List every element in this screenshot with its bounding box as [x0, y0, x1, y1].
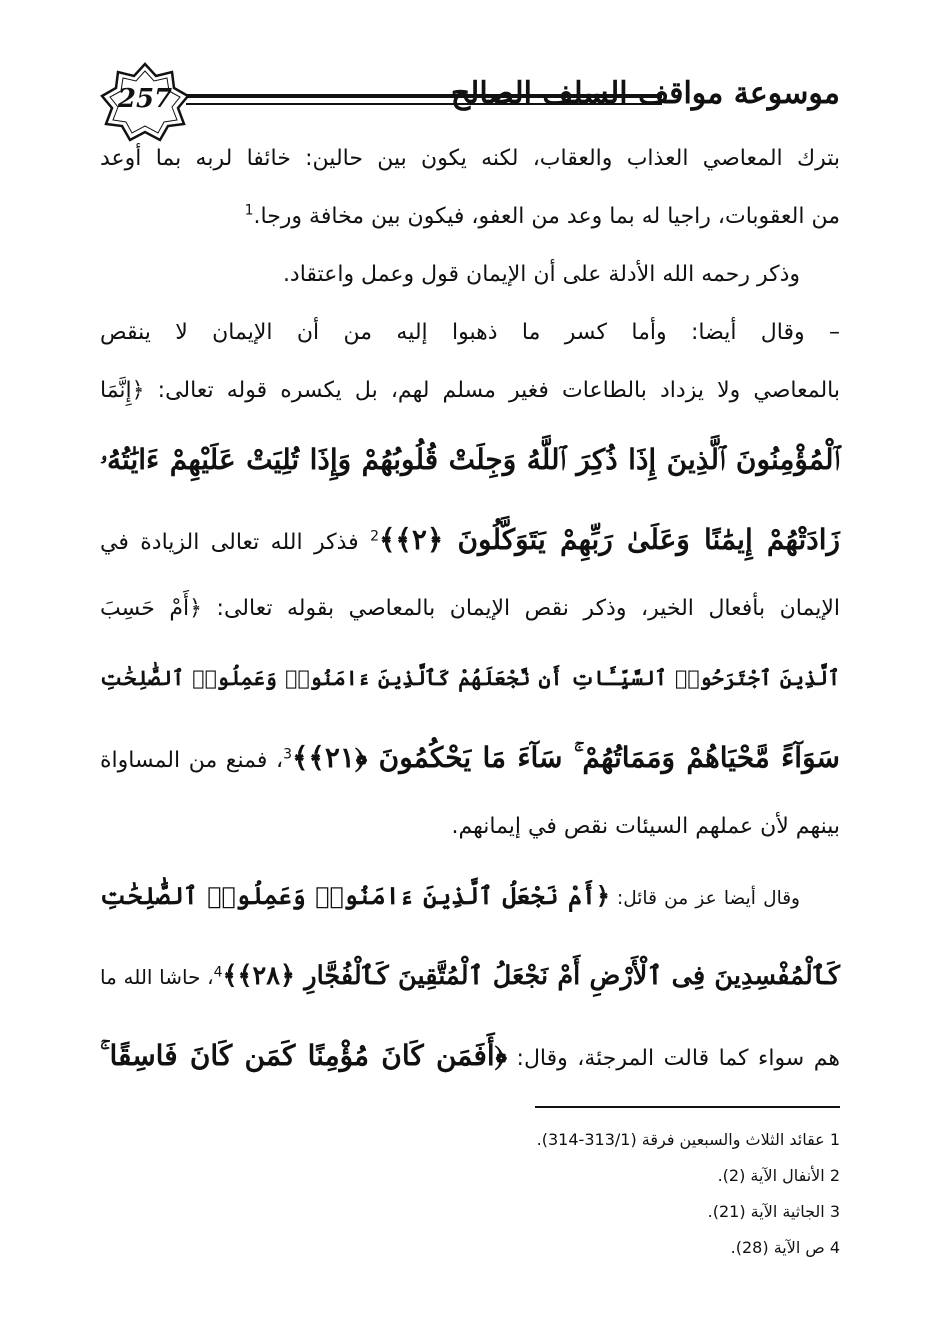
quran-span: ﴿أَفَمَن كَانَ مُؤْمِنًا كَمَن كَانَ فَاسِقًا ۚ: [100, 1039, 508, 1072]
quran-span: سَوَآءً مَّحْيَاهُمْ وَمَمَاتُهُمْ ۚ سَآءَ مَا يَحْكُمُونَ ﴿٢١﴾﴾: [292, 741, 840, 774]
quran-line: ٱلْمُؤْمِنُونَ ٱلَّذِينَ إِذَا ذُكِرَ ٱللَّهُ وَجِلَتْ قُلُوبُهُمْ وَإِذَا تُلِيَتْ عَلَيْهِمْ ءَايَٰتُهُۥ: [100, 443, 840, 476]
text-span: ، فمنع من المساواة: [100, 748, 284, 773]
quran-span: كَٱلْمُفْسِدِينَ فِى ٱلْأَرْضِ أَمْ نَجْعَلُ ٱلْمُتَّقِينَ كَٱلْفُجَّارِ ﴿٢٨﴾﴾: [222, 961, 841, 991]
text-line: بالمعاصي ولا يزداد بالطاعات فغير مسلم لهم، بل يكسره قوله تعالى: ﴿إِنَّمَا: [100, 378, 840, 403]
footnote: 2 الأنفال الآية (2).: [717, 1166, 840, 1185]
text-line: [100, 1026, 840, 1086]
text-span: وقال أيضا عز من قائل:: [609, 888, 800, 909]
footnote: 4 ص الآية (28).: [730, 1238, 840, 1257]
text-line: الإيمان بأفعال الخير، وذكر نقص الإيمان بالمعاصي بقوله تعالى: ﴿أَمْ حَسِبَ: [100, 596, 840, 621]
footnote-ref: 3: [283, 746, 292, 763]
footnotes: [440, 1122, 840, 1266]
text-line: بترك المعاصي العذاب والعقاب، لكنه يكون بين حالين: خائفا لربه بما أوعد: [100, 146, 840, 171]
page-header: [100, 62, 840, 142]
page-number: 257: [117, 84, 173, 114]
quran-line: ٱلَّذِينَ ٱجْتَرَحُوا۟ ٱلسَّيِّـَٔاتِ أَن نَّجْعَلَهُمْ كَٱلَّذِينَ ءَامَنُوا۟ وَعَمِلُوا۟ ٱلصَّٰلِحَٰتِ: [100, 666, 840, 690]
quran-span: زَادَتْهُمْ إِيمَٰنًا وَعَلَىٰ رَبِّهِمْ يَتَوَكَّلُونَ ﴿٢﴾﴾: [379, 523, 840, 556]
text-span: هم سواء كما قالت المرجئة، وقال:: [507, 1046, 840, 1071]
text-line: – وقال أيضا: وأما كسر ما ذهبوا إليه من أن الإيمان لا ينقص: [100, 320, 840, 345]
text-line: [100, 510, 840, 570]
text-span: من العقوبات، راجيا له بما وعد من العفو، فيكون بين مخافة ورجا.: [253, 204, 840, 229]
quran-span: ﴿أَمْ نَجْعَلُ ٱلَّذِينَ ءَامَنُوا۟ وَعَمِلُوا۟ ٱلصَّٰلِحَٰتِ: [100, 882, 610, 910]
text-line: [100, 866, 840, 926]
series-title: موسوعة مواقف السلف الصالح: [450, 76, 840, 111]
text-line: وذكر رحمه الله الأدلة على أن الإيمان قول وعمل واعتقاد.: [282, 262, 800, 287]
text-line: بينهم لأن عملهم السيئات نقص في إيمانهم.: [451, 814, 840, 839]
text-span: فذكر الله تعالى الزيادة في: [100, 530, 371, 555]
text-line: [100, 198, 840, 236]
footnote-ref: 1: [244, 202, 254, 219]
text-line: [100, 728, 840, 788]
footnote-ref: 4: [213, 964, 223, 981]
text-span: ، حاشا الله ما: [100, 965, 214, 989]
footnote-rule: [535, 1106, 840, 1108]
footnote: 1 عقائد الثلاث والسبعين فرقة (313/1-314).: [536, 1130, 840, 1149]
footnote-ref: 2: [370, 528, 380, 545]
main-text: [100, 140, 840, 1106]
page-number-badge: [100, 62, 190, 142]
footnote: 3 الجاثية الآية (21).: [707, 1202, 840, 1221]
text-line: [100, 946, 840, 1006]
